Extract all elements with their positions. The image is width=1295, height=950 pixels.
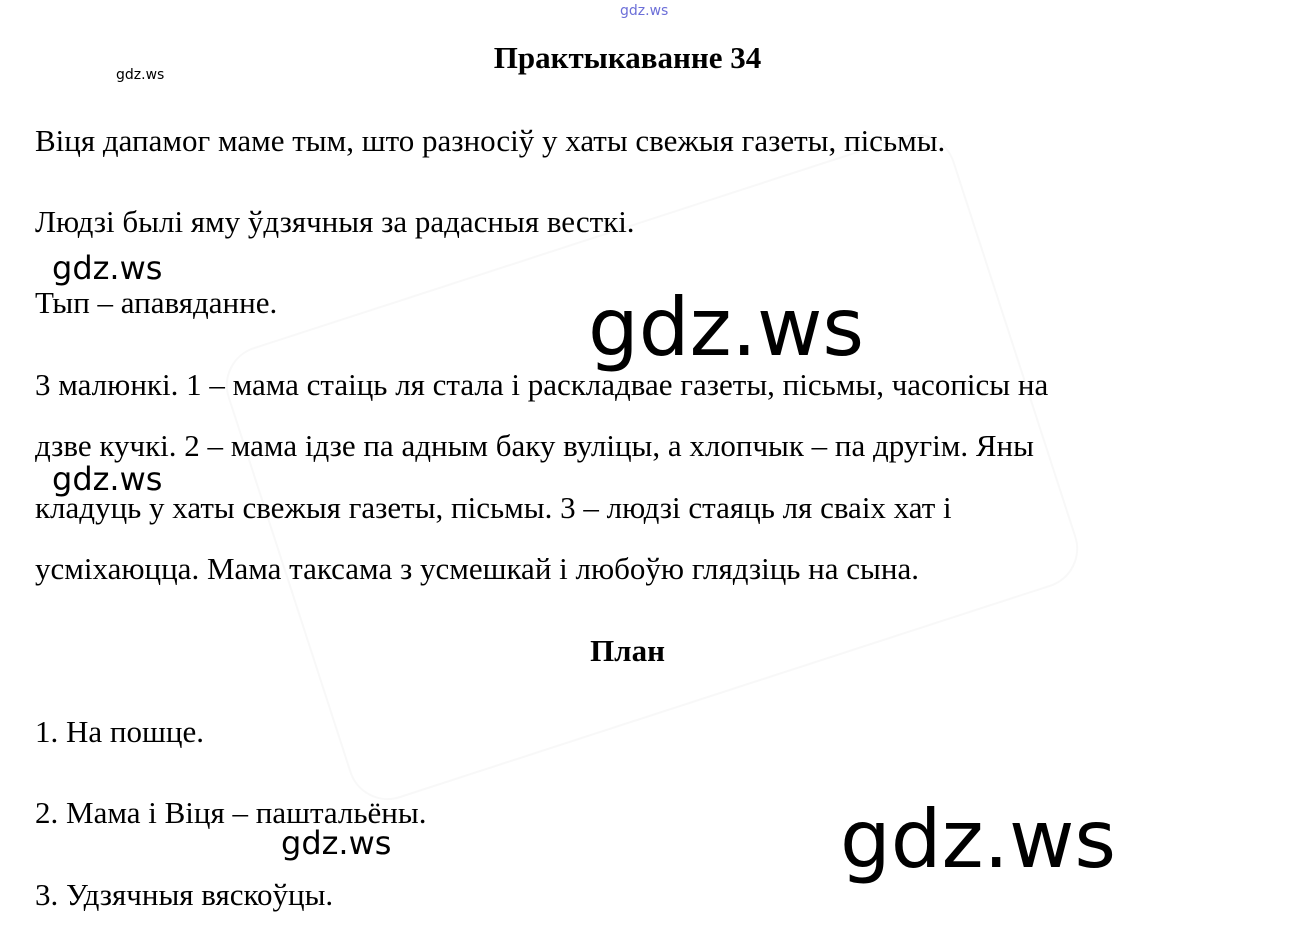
watermark-small: gdz.ws <box>116 67 165 83</box>
paragraph-1: Віця дапамог маме тым, што разносіў у хаты свежыя газеты, пісьмы. <box>35 123 946 158</box>
plan-heading: План <box>590 633 665 668</box>
pictures-line-2: дзве кучкі. 2 – мама ідзе па адным баку вуліцы, а хлопчык – па другім. Яны <box>35 428 1034 463</box>
paragraph-3: Тып – апавяданне. <box>35 285 278 320</box>
paragraph-2: Людзі былі яму ўдзячныя за радасныя весткі. <box>35 204 635 239</box>
watermark-medium-1: gdz.ws <box>52 249 163 287</box>
plan-item-1: 1. На пошце. <box>35 714 204 749</box>
watermark-large-bottom: gdz.ws <box>840 793 1117 886</box>
pictures-line-4: усміхаюцца. Мама таксама з усмешкай і любоўю глядзіць на сына. <box>35 551 919 586</box>
page-title: Практыкаванне 34 <box>493 40 762 75</box>
pictures-line-3: кладуць у хаты свежыя газеты, пісьмы. 3 – людзі стаяць ля сваіх хат і <box>35 490 952 525</box>
watermark-medium-3: gdz.ws <box>281 824 392 862</box>
plan-item-2: 2. Мама і Віця – паштальёны. <box>35 795 427 830</box>
watermark-large-center: gdz.ws <box>588 281 865 374</box>
plan-item-3: 3. Удзячныя вяскоўцы. <box>35 877 334 912</box>
pictures-line-1: 3 малюнкі. 1 – мама стаіць ля стала і раскладвае газеты, пісьмы, часопісы на <box>35 367 1049 402</box>
watermark-medium-2: gdz.ws <box>52 460 163 498</box>
watermark-top[interactable]: gdz.ws <box>620 3 669 19</box>
